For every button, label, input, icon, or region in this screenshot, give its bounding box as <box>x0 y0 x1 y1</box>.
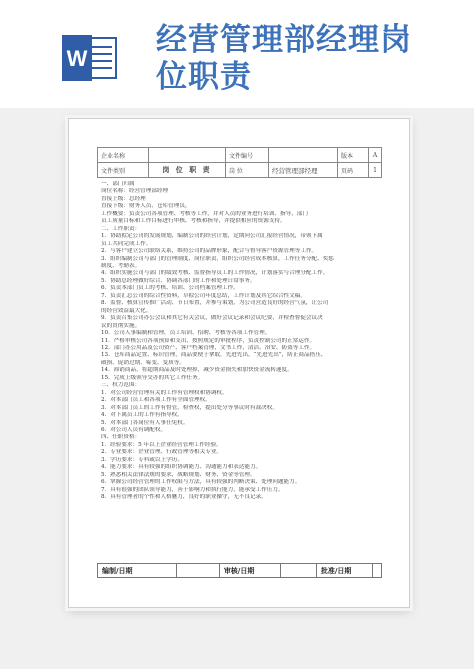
body-line: 11．严格审核公司各项预算和支出，按照规定的审批程序，负责控制公司的正常运作。 <box>101 337 316 344</box>
body-line: 3．对本部门员工的工作有督管，检查权，提出处分等事议时有裁决权。 <box>101 404 278 411</box>
body-line: 三、权力范围： <box>101 382 141 389</box>
svg-text:W: W <box>66 46 88 71</box>
company-value <box>149 148 226 163</box>
body-line: 4．能力要求：具有较强的组织协调能力、沟通能力和表达能力。 <box>101 464 262 471</box>
body-line: 员工共同完成工作。 <box>101 240 152 247</box>
prepared-value <box>177 564 220 578</box>
body-line: 9．负责召集公司办公会议和其它有关会议，做好会议记录和会议纪要，并检查督促会议决 <box>101 315 323 322</box>
body-line: 7．具有很强的团队领导能力，善于影响力和执行能力，能承受工作压力。 <box>101 486 284 493</box>
body-line: 15．完成上级领导交办的其它工作任务。 <box>101 374 204 381</box>
body-line: 2．与客户建立公司联络关系，维持公司的品牌形象，配合与督导客户资源管理等工作。 <box>101 248 318 255</box>
body-line: 8．监督、核算宣传推广活动、节日布置，并参与策划，为公司营造良好的经营气氛，让公司 <box>101 300 329 307</box>
body-line: 6．负责本部门员工的考核、培训、公司档案管理工作。 <box>101 285 239 292</box>
body-line: 6．掌握公司经营管理的工作权限与方法，具有较强的判断决策、处理问题能力。 <box>101 479 301 486</box>
signature-table <box>97 563 382 578</box>
body-line: 8．具有管理者的个性和人格魅力，良好的职业操守，无不良记录。 <box>101 494 267 501</box>
body-line: 直接上级：总经理 <box>101 195 146 202</box>
body-line: 四、任职资格： <box>101 434 141 441</box>
doc-no-value <box>269 148 338 163</box>
body-line: 2．专业要求：企业管理、行政管理等相关专业。 <box>101 449 223 456</box>
approved-value <box>373 564 382 578</box>
version-value: A <box>369 148 382 163</box>
doc-no-label: 文件编号 <box>226 148 269 163</box>
body-line: 14．滞销商品，将超期商品及时处理掉，减少资金损失和加快资金流转速度。 <box>101 367 293 374</box>
body-line: 2．对本部门员工和各项工作有全面管理权。 <box>101 397 211 404</box>
body-line: 5．协助总经理做好综合、协调各部门的工作和处理日常事务。 <box>101 277 256 284</box>
body-line: 4．对下属员工的工作有指导权。 <box>101 412 183 419</box>
page-label: 页码 <box>338 163 369 178</box>
word-document-icon <box>62 35 118 81</box>
body-line: 3．组织编制公司与部门的管理制度、岗位职责，组织公司经营成本核算，工作任务分配、奖惩 <box>101 255 334 262</box>
body-line: 工作概要：负责公司各项管理、考核等工作，并对人员的业务进行培训、指导，部门 <box>101 210 308 217</box>
body-line: 制度、考勤表。 <box>101 262 141 269</box>
header-table <box>97 147 382 178</box>
body-line: 13．仓库商品定置、标识管理，商品要便于拿取，先进先出，“先进先出”，防止商品搭压、 <box>101 352 327 359</box>
body-line: 5．熟悉相关法律法规的要求，战略规划、财务、资金等管理。 <box>101 471 256 478</box>
body-line: 1．经验要求：5 年以上企业经营管理工作经验。 <box>101 441 222 448</box>
body-line: 的经营效益最大化。 <box>101 307 152 314</box>
body-line: 6．对公司人员有调配权。 <box>101 426 167 433</box>
body-line: 员工质量目标和工作目标进行审核、考核和指导，并提供相应的资源支持。 <box>101 218 286 225</box>
page-value: 1 <box>369 163 382 178</box>
body-line: 1．对公司经营管理有关的工作有管理权和协调权。 <box>101 389 228 396</box>
body-line: 5．对本部门各岗位有人事任免权。 <box>101 419 189 426</box>
body-line: 4．组织实施公司与部门的绩效考核、监督指导员工的工作情况，计划落实与合理分配工作。 <box>101 270 329 277</box>
document-body <box>101 181 383 501</box>
title-line-1: 经营管理部经理岗 <box>156 22 412 58</box>
prepared-label: 编制/日期 <box>98 564 177 578</box>
reviewed-label: 审核/日期 <box>219 564 280 578</box>
company-label: 企业名称 <box>98 148 149 163</box>
version-label: 版本 <box>338 148 369 163</box>
banner <box>0 0 474 112</box>
body-line: 直接下级：财务人员、仓库管理员。 <box>101 203 191 210</box>
body-line: 1．协助拟定公司的发展规划，编制公司的经营计划，定期向公司汇报经营情况，带领下属 <box>101 233 323 240</box>
title-line-2: 位职责 <box>156 59 252 95</box>
post-value: 经营管理部经理 <box>269 163 338 178</box>
body-line: 10．公司人事编制和管理，员工培训、招聘、考核等各项工作管理。 <box>101 330 271 337</box>
post-label: 岗 位 <box>226 163 269 178</box>
document-preview <box>68 118 410 608</box>
reviewed-value <box>281 564 317 578</box>
body-line: 岗位名称：经营管理部经理 <box>101 188 169 195</box>
body-line: 一、部门归属 <box>101 181 135 187</box>
body-line: 二、工作职责： <box>101 225 141 232</box>
document-title <box>156 22 456 96</box>
body-line: 12．部门办公用品及公司资产、客户档案管理，文书工作、清洁、治安、防盗等工作。 <box>101 344 316 351</box>
body-line: 3．学历要求：专科或以上学历。 <box>101 456 183 463</box>
body-line: 议的贯彻实施。 <box>101 322 141 329</box>
approved-label: 批准/日期 <box>316 564 372 578</box>
body-line: 破损、促销过期、霉变、变质等。 <box>101 359 185 366</box>
doc-type-value: 岗 位 职 责 <box>149 163 226 178</box>
body-line: 7．负责汇总公司的综合性资料，草拟公司年度总结，工作计划及其它综合性文稿。 <box>101 292 306 299</box>
doc-type-label: 文件类别 <box>98 163 149 178</box>
